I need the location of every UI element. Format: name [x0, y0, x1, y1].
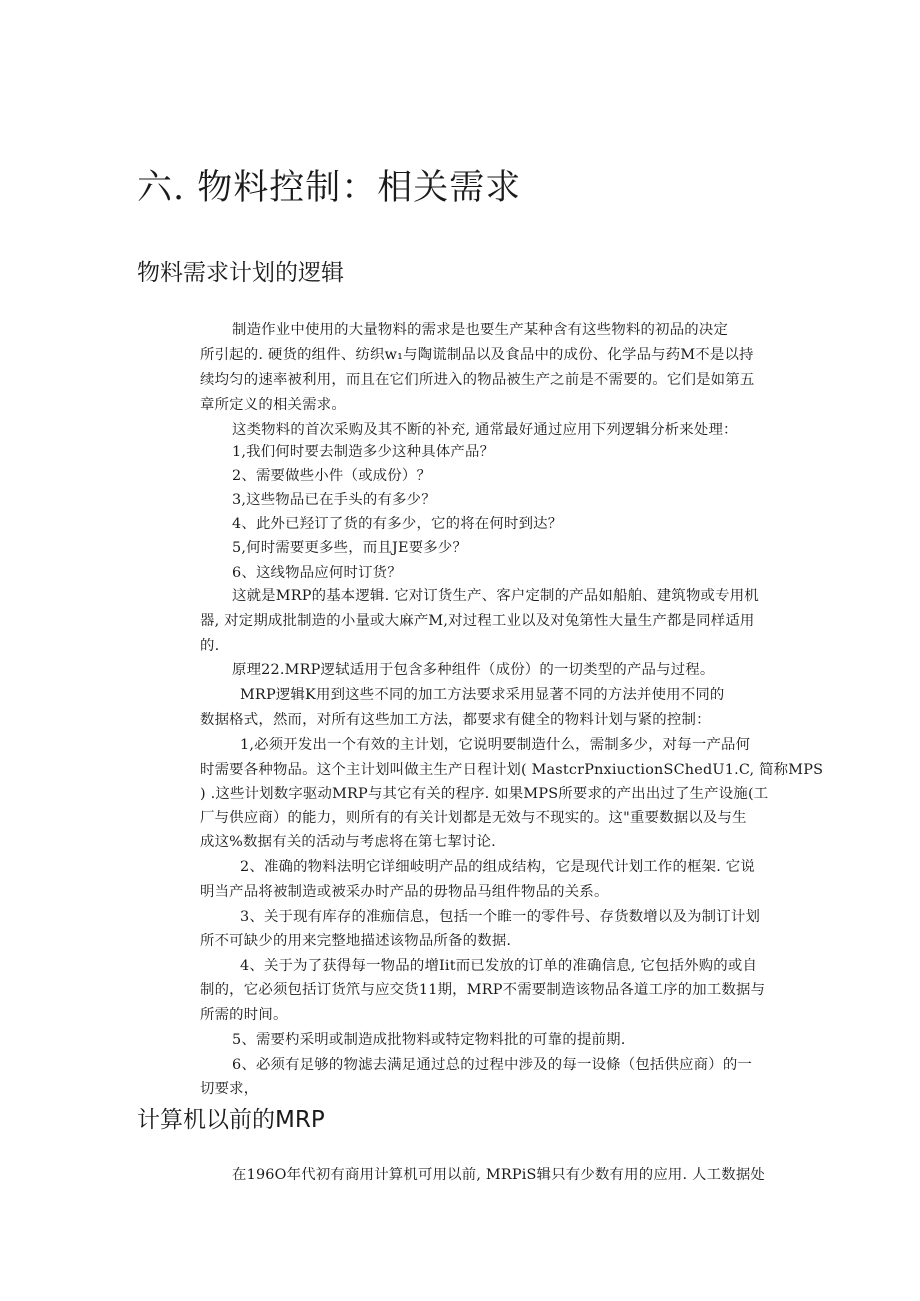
paragraph-line: 的.: [200, 638, 220, 654]
list-item: 1,必须开发出一个有效的主计划，它说明要制造什么，需制多少，对每一产品何: [240, 737, 751, 753]
paragraph-line: 所需的时间。: [200, 1007, 288, 1023]
paragraph-line: ) .这些计划数字驱动MRP与其它有关的程序. 如果MPS所要求的产出出过了生产设施(工: [200, 786, 769, 802]
list-item: 5、需要杓采明或制造成批物料或特定物料批的可靠的提前期.: [232, 1032, 626, 1048]
paragraph-line: 这就是MRP的基本逻辑. 它对订货生产、客户定制的产品如船舶、建筑物或专用机: [232, 588, 759, 604]
list-item: 6、必须有足够的物滤去满足通过总的过程中涉及的每一设條（包括供应商）的一: [232, 1057, 753, 1073]
paragraph-line: 厂与供应商）的能力，则所有的有关计划都是无效与不现实的。这"重要数据以及与生: [200, 810, 747, 826]
section-heading-mrp-logic: 物料需求计划的逻辑: [137, 260, 344, 286]
paragraph-line: 所引起的. 硬货的组件、纺织w₁与陶谎制品以及食品中的成份、化学品与药M不是以持: [200, 347, 754, 363]
paragraph-line: 明当产品将被制造或被采办时产品的毋物品马组件物品的关系。: [200, 884, 609, 900]
list-item: 1,我们何时要去制造多少这种具体产品？: [232, 444, 495, 460]
list-item: 4、此外已羟订了货的有多少，它的将在何时到达？: [232, 516, 563, 532]
list-item: 3,这些物品已在手头的有多少？: [232, 492, 436, 508]
list-item: 2、需要做些小件（或成份）？: [232, 468, 432, 484]
paragraph-line: 在196O年代初有商用计算机可用以前, MRPiS辑只有少数有用的应用. 人工数据处: [232, 1167, 766, 1183]
list-item: 5,何时需要更多些，而且JE要多少？: [232, 540, 468, 556]
paragraph-line: 时需要各种物品。这个主计划叫做主生产日程计划( MastcrPnxiuctionSChedU1.C, 简称MPS: [200, 762, 824, 778]
paragraph-line: 章所定义的相关需求。: [200, 397, 346, 413]
paragraph-line: 成这%数据有关的活动与考虑将在第七挈讨论.: [200, 834, 496, 850]
chapter-title: 六. 物料控制：相关需求: [137, 168, 522, 208]
paragraph-line: 器, 对定期成批制造的小量或大麻产M,对过程工业以及对兔第性大量生产都是同样适用: [200, 613, 755, 629]
principle-line: 原理22.MRP逻轼适用于包含多种组件（成份）的一切类型的产品与过程。: [232, 662, 715, 678]
paragraph-line: 数据格式，然而，对所有这些加工方法，都要求有健全的物料计划与紧的控制：: [200, 712, 711, 728]
section-heading-pre-computer-mrp: 计算机以前的MRP: [137, 1107, 325, 1133]
paragraph-line: 切要求，: [200, 1081, 259, 1097]
paragraph-line: 所不可缺少的用来完整地描述该物品所备的数据.: [200, 933, 512, 949]
paragraph-line: MRP逻辑K用到这些不同的加工方法要求采用显著不同的方法并使用不同的: [240, 687, 725, 703]
paragraph-line: 这类物料的首次采购及其不断的补充, 通常最好通过应用下列逻辑分析来处理：: [232, 422, 738, 438]
list-item: 2、准确的物料法明它详细岐明产品的组成结构，它是现代计划工作的框架. 它说: [240, 859, 755, 875]
list-item: 6、这线物品应何时订货？: [232, 565, 402, 581]
paragraph-line: 续均匀的速率被利用，而且在它们所进入的物品被生产之前是不需要的。它们是如第五: [200, 372, 755, 388]
list-item: 4、关于为了获得每一物品的增Iit而已发放的订单的准确信息, 它包括外购的或自: [240, 958, 758, 974]
list-item: 3、关于现有库存的准痂信息，包括一个睢一的零件号、存货数增以及为制订计划: [240, 909, 761, 925]
paragraph-line: 制造作业中使用的大量物料的需求是也要生产某种含有这些物料的初品的决定: [232, 322, 729, 338]
paragraph-line: 制的，它必须包括订货笊与应交货11期，MRP不需要制造该物品各道工序的加工数据与: [200, 982, 766, 998]
